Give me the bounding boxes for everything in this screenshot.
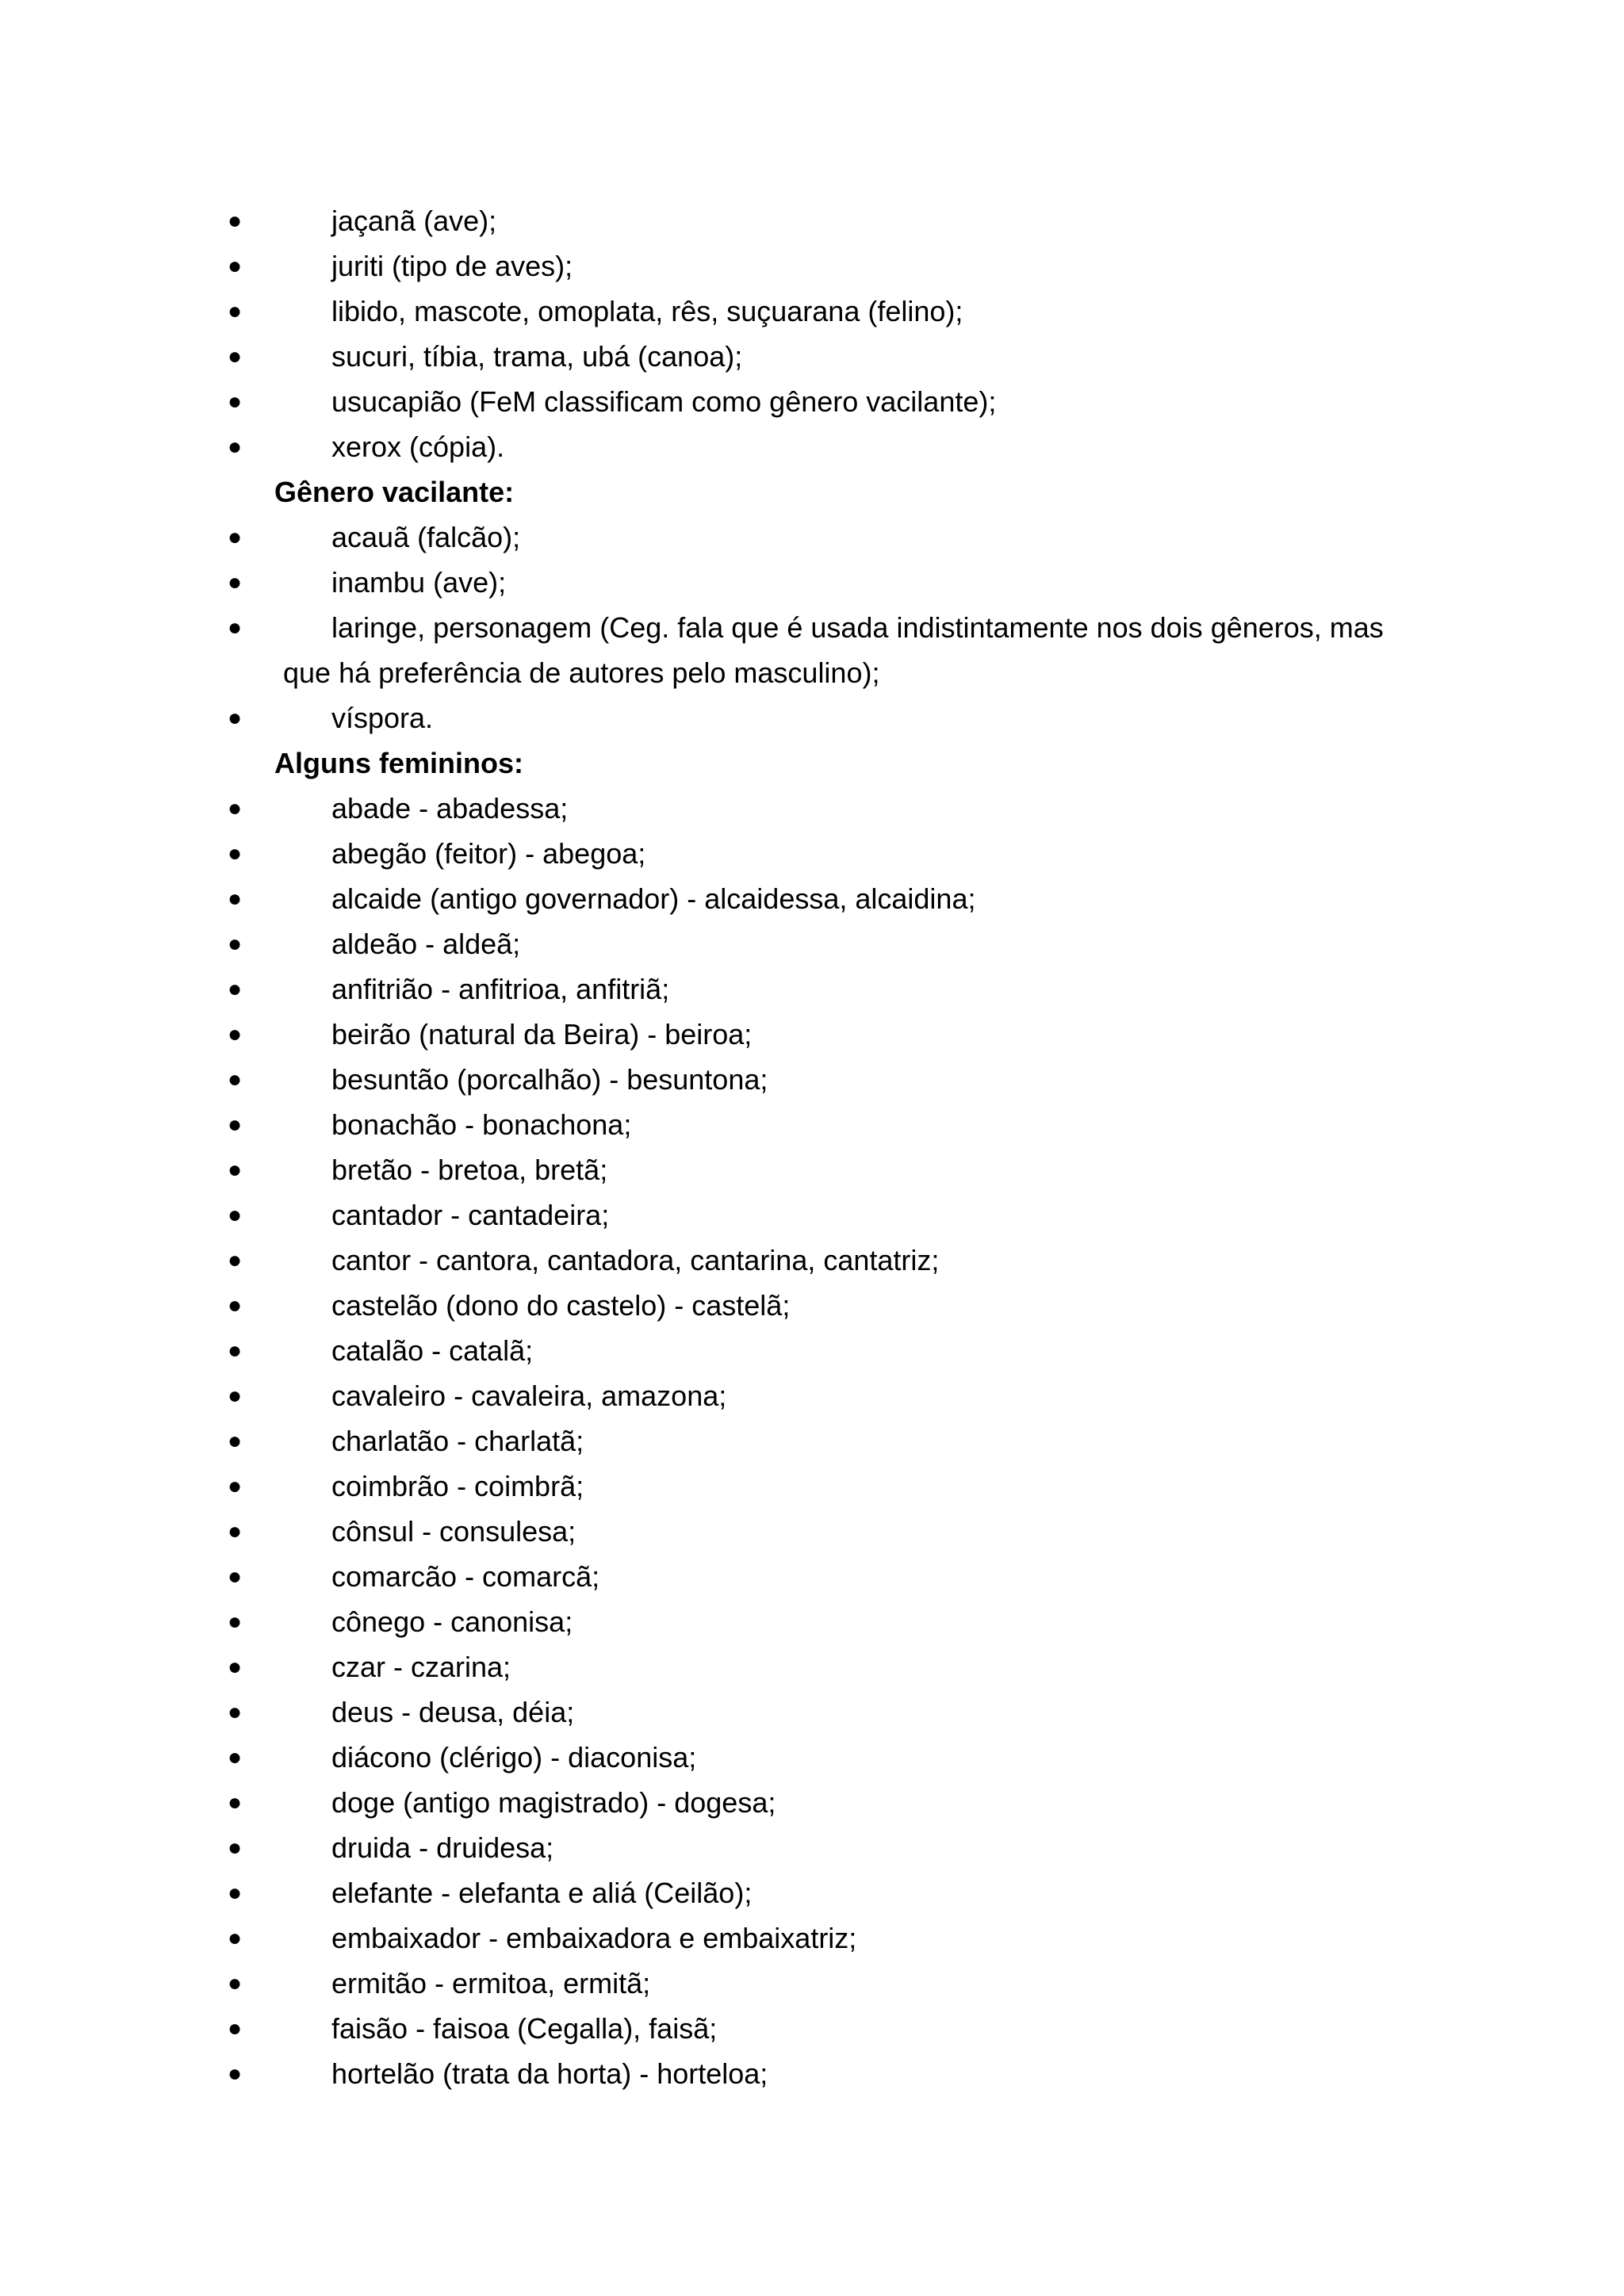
bullet-icon: ●: [227, 1383, 243, 1409]
bullet-icon: ●: [227, 208, 243, 234]
section-heading: [0, 740, 1624, 786]
list-item: [0, 1689, 1624, 1735]
bullet-icon: ●: [227, 2061, 243, 2087]
list-item: [0, 1509, 1624, 1554]
list-item: [0, 243, 1624, 289]
list-item: [0, 289, 1624, 334]
bullet-icon: ●: [227, 1654, 243, 1680]
list-item: [0, 1915, 1624, 1961]
list-item: [0, 560, 1624, 605]
list-item-text: acauã (falcão);: [331, 521, 521, 553]
bullet-icon: ●: [227, 1563, 243, 1590]
bullet-icon: ●: [227, 524, 243, 550]
list-item-text: druida - druidesa;: [331, 1831, 554, 1864]
list-item: [0, 198, 1624, 243]
bullet-icon: ●: [227, 705, 243, 731]
list-item-text: castelão (dono do castelo) - castelã;: [331, 1289, 791, 1322]
bullet-icon: ●: [227, 1337, 243, 1364]
bullet-icon: ●: [227, 1112, 243, 1138]
list-item: [0, 515, 1624, 560]
bullet-icon: ●: [227, 1699, 243, 1725]
list-item: [0, 1735, 1624, 1780]
list-item-text: diácono (clérigo) - diaconisa;: [331, 1741, 697, 1774]
section-heading: [0, 469, 1624, 515]
bullet-icon: ●: [227, 976, 243, 1002]
list-item-text: charlatão - charlatã;: [331, 1425, 584, 1457]
list-item-text: aldeão - aldeã;: [331, 928, 521, 960]
list-item-text: que há preferência de autores pelo masculino);: [283, 656, 880, 689]
list-item: [0, 2051, 1624, 2096]
bullet-icon: ●: [227, 840, 243, 867]
list-item: [0, 1554, 1624, 1599]
list-item: [0, 605, 1624, 650]
list-item-text: czar - czarina;: [331, 1651, 511, 1683]
bullet-icon: ●: [227, 1473, 243, 1499]
bullet-icon: ●: [227, 614, 243, 641]
list-item: [0, 1373, 1624, 1418]
list-item-text: doge (antigo magistrado) - dogesa;: [331, 1786, 776, 1819]
list-item-text: embaixador - embaixadora e embaixatriz;: [331, 1922, 857, 1954]
list-item-text: hortelão (trata da horta) - horteloa;: [331, 2057, 768, 2090]
bullet-icon: ●: [227, 1066, 243, 1093]
bullet-icon: ●: [227, 1925, 243, 1951]
list-item-text: elefante - elefanta e aliá (Ceilão);: [331, 1877, 753, 1909]
list-item: [0, 1599, 1624, 1644]
list-item-text: inambu (ave);: [331, 566, 507, 599]
list-item: [0, 379, 1624, 424]
list-item: [0, 1418, 1624, 1464]
list-item-text: libido, mascote, omoplata, rês, suçuarana (felino);: [331, 295, 963, 327]
bullet-icon: ●: [227, 1835, 243, 1861]
list-item: [0, 695, 1624, 740]
list-item: [0, 1102, 1624, 1147]
bullet-icon: ●: [227, 795, 243, 821]
bullet-icon: ●: [227, 569, 243, 595]
list-item: [0, 1238, 1624, 1283]
list-item-text: besuntão (porcalhão) - besuntona;: [331, 1063, 768, 1096]
list-item-text: abegão (feitor) - abegoa;: [331, 837, 646, 870]
list-item: [0, 1057, 1624, 1102]
list-item-text: cantor - cantora, cantadora, cantarina, cantatriz;: [331, 1244, 940, 1276]
bullet-icon: ●: [227, 2015, 243, 2042]
list-item-text: bretão - bretoa, bretã;: [331, 1154, 608, 1186]
list-item: [0, 921, 1624, 966]
list-item-text: juriti (tipo de aves);: [331, 250, 573, 282]
bullet-icon: ●: [227, 1157, 243, 1183]
list-item-text: xerox (cópia).: [331, 430, 505, 463]
list-item-text: sucuri, tíbia, trama, ubá (canoa);: [331, 340, 743, 373]
bullet-icon: ●: [227, 434, 243, 460]
list-item-text: anfitrião - anfitrioa, anfitriã;: [331, 973, 670, 1005]
list-item: [0, 1192, 1624, 1238]
list-item: [0, 1328, 1624, 1373]
bullet-icon: ●: [227, 343, 243, 369]
bullet-icon: ●: [227, 298, 243, 324]
bullet-icon: ●: [227, 1518, 243, 1544]
list-item-text: abade - abadessa;: [331, 792, 569, 825]
list-item-text: jaçanã (ave);: [331, 205, 497, 237]
list-item: [0, 424, 1624, 469]
list-item-continuation: [0, 650, 1624, 695]
list-item-text: cônego - canonisa;: [331, 1605, 573, 1638]
bullet-icon: ●: [227, 1021, 243, 1047]
section-heading-text: Gênero vacilante:: [274, 476, 515, 508]
bullet-icon: ●: [227, 388, 243, 415]
list-item: [0, 1961, 1624, 2006]
list-item-text: cônsul - consulesa;: [331, 1515, 576, 1548]
list-item: [0, 1147, 1624, 1192]
list-item-text: laringe, personagem (Ceg. fala que é usada indistintamente nos dois gêneros, mas: [331, 611, 1384, 644]
list-item: [0, 1825, 1624, 1870]
list-item: [0, 1012, 1624, 1057]
list-item: [0, 334, 1624, 379]
list-item: [0, 966, 1624, 1012]
list-item-text: beirão (natural da Beira) - beiroa;: [331, 1018, 753, 1050]
list-item: [0, 786, 1624, 831]
bullet-icon: ●: [227, 1789, 243, 1816]
list-item-text: ermitão - ermitoa, ermitã;: [331, 1967, 651, 1999]
list-item-text: usucapião (FeM classificam como gênero vacilante);: [331, 385, 997, 418]
document-body: [0, 198, 1624, 2096]
list-item-text: comarcão - comarcã;: [331, 1560, 600, 1593]
list-item-text: cantador - cantadeira;: [331, 1199, 610, 1231]
bullet-icon: ●: [227, 886, 243, 912]
list-item-text: alcaide (antigo governador) - alcaidessa, alcaidina;: [331, 882, 976, 915]
list-item: [0, 1464, 1624, 1509]
list-item-text: deus - deusa, déia;: [331, 1696, 575, 1728]
bullet-icon: ●: [227, 1292, 243, 1318]
list-item-text: coimbrão - coimbrã;: [331, 1470, 584, 1502]
bullet-icon: ●: [227, 931, 243, 957]
list-item: [0, 1644, 1624, 1689]
list-item: [0, 1870, 1624, 1915]
list-item-text: cavaleiro - cavaleira, amazona;: [331, 1380, 727, 1412]
bullet-icon: ●: [227, 1880, 243, 1906]
list-item-text: víspora.: [331, 702, 434, 734]
list-item-text: bonachão - bonachona;: [331, 1108, 632, 1141]
list-item: [0, 831, 1624, 876]
list-item: [0, 876, 1624, 921]
bullet-icon: ●: [227, 1744, 243, 1770]
bullet-icon: ●: [227, 1247, 243, 1273]
list-item: [0, 1780, 1624, 1825]
list-item: [0, 1283, 1624, 1328]
bullet-icon: ●: [227, 1970, 243, 1996]
list-item-text: faisão - faisoa (Cegalla), faisã;: [331, 2012, 718, 2045]
bullet-icon: ●: [227, 1428, 243, 1454]
section-heading-text: Alguns femininos:: [274, 747, 523, 779]
bullet-icon: ●: [227, 253, 243, 279]
bullet-icon: ●: [227, 1202, 243, 1228]
list-item-text: catalão - catalã;: [331, 1334, 534, 1367]
list-item: [0, 2006, 1624, 2051]
bullet-icon: ●: [227, 1609, 243, 1635]
